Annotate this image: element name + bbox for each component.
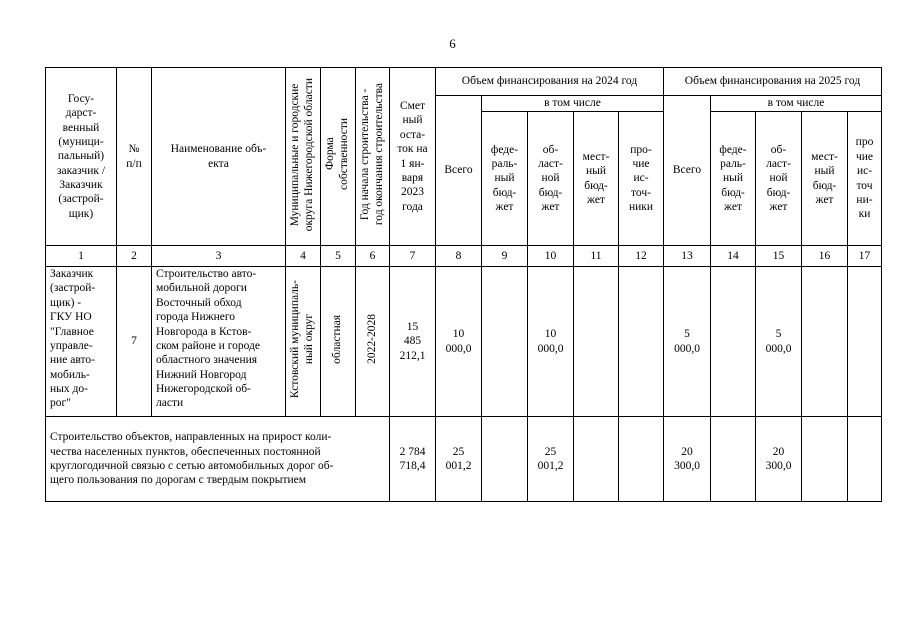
header-including-2025: в том числе [711, 96, 882, 112]
column-numbers-row [46, 246, 882, 267]
row-balance: 15 485 212,1 [390, 267, 436, 417]
row-ownership-cell [321, 267, 356, 417]
header-balance: Смет ный оста- ток на 1 ян- варя 2023 года [390, 68, 436, 246]
header-total-2025: Всего [664, 96, 711, 246]
header-object-name: Наименование объ- екта [152, 68, 286, 246]
column-number: 2 [117, 246, 152, 267]
row-municipal-cell [286, 267, 321, 417]
page-number: 6 [449, 36, 456, 51]
column-number: 13 [664, 246, 711, 267]
row-regional-2025: 5 000,0 [756, 267, 802, 417]
column-number: 7 [390, 246, 436, 267]
row-regional-2024: 10 000,0 [528, 267, 574, 417]
column-number: 1 [46, 246, 117, 267]
summary-balance: 2 784 718,4 [390, 417, 436, 502]
column-number: 8 [436, 246, 482, 267]
header-customer: Госу- дарст- венный (муници- пальный) заказчик / Заказчик (застрой- щик) [46, 68, 117, 246]
row-local-2025 [802, 267, 848, 417]
header-regional-2024: об- ласт- ной бюд- жет [528, 112, 574, 246]
summary-local-2024 [574, 417, 619, 502]
header-federal-2025: феде- раль- ный бюд- жет [711, 112, 756, 246]
header-including-2024: в том числе [482, 96, 664, 112]
row-total-2025: 5 000,0 [664, 267, 711, 417]
summary-other-2025 [848, 417, 882, 502]
row-total-2024: 10 000,0 [436, 267, 482, 417]
header-row-1 [46, 68, 882, 96]
column-number: 10 [528, 246, 574, 267]
row-other-2025 [848, 267, 882, 417]
row-object-name: Строительство авто- мобильной дороги Восточный обход города Нижнего Новгорода в Кстов- ском районе и городе областного значения Нижний Новгород Нижегородской об- ласти [152, 267, 286, 417]
row-ownership: областная [331, 314, 344, 364]
header-regional-2025: об- ласт- ной бюд- жет [756, 112, 802, 246]
header-other-2025: про чие ис- точ ни- ки [848, 112, 882, 246]
summary-label: Строительство объектов, направленных на прирост коли- чества населенных пунктов, обеспеченных постоянной круглогодичной связью с сетью автомобильных дорог об- щего пользования по дорогам с твердым покрытием [46, 417, 390, 502]
summary-total-2024: 25 001,2 [436, 417, 482, 502]
header-total-2024: Всего [436, 96, 482, 246]
header-local-2025: мест- ный бюд- жет [802, 112, 848, 246]
row-years: 2022-2028 [365, 314, 378, 365]
row-local-2024 [574, 267, 619, 417]
header-years-cell [356, 68, 390, 246]
summary-federal-2024 [482, 417, 528, 502]
column-number: 11 [574, 246, 619, 267]
summary-federal-2025 [711, 417, 756, 502]
row-federal-2024 [482, 267, 528, 417]
row-municipal: Кстовский муниципаль- ный округ [289, 280, 315, 399]
header-fin-2025: Объем финансирования на 2025 год [664, 68, 882, 96]
summary-total-2025: 20 300,0 [664, 417, 711, 502]
header-federal-2024: феде- раль- ный бюд- жет [482, 112, 528, 246]
table-row [46, 267, 882, 417]
header-fin-2024: Объем финансирования на 2024 год [436, 68, 664, 96]
column-number: 17 [848, 246, 882, 267]
column-number: 14 [711, 246, 756, 267]
row-years-cell [356, 267, 390, 417]
header-ownership: Форма собственности [324, 118, 350, 191]
column-number: 4 [286, 246, 321, 267]
header-municipal: Муниципальные и городские округа Нижегородской области [289, 77, 315, 231]
summary-other-2024 [619, 417, 664, 502]
column-number: 9 [482, 246, 528, 267]
header-local-2024: мест- ный бюд- жет [574, 112, 619, 246]
summary-regional-2024: 25 001,2 [528, 417, 574, 502]
financing-table [45, 67, 882, 502]
row-federal-2025 [711, 267, 756, 417]
row-num: 7 [117, 267, 152, 417]
header-num: № п/п [117, 68, 152, 246]
column-number: 3 [152, 246, 286, 267]
column-number: 12 [619, 246, 664, 267]
column-number: 15 [756, 246, 802, 267]
header-years: Год начала строительства - год окончания строительства [358, 83, 385, 226]
header-other-2024: про- чие ис- точ- ники [619, 112, 664, 246]
summary-row [46, 417, 882, 502]
row-other-2024 [619, 267, 664, 417]
column-number: 16 [802, 246, 848, 267]
column-number: 5 [321, 246, 356, 267]
column-number: 6 [356, 246, 390, 267]
summary-regional-2025: 20 300,0 [756, 417, 802, 502]
row-customer: Заказчик (застрой- щик) - ГКУ НО "Главное управле- ние авто- мобиль- ных до- рог" [46, 267, 117, 417]
header-municipal-cell [286, 68, 321, 246]
summary-local-2025 [802, 417, 848, 502]
header-ownership-cell [321, 68, 356, 246]
